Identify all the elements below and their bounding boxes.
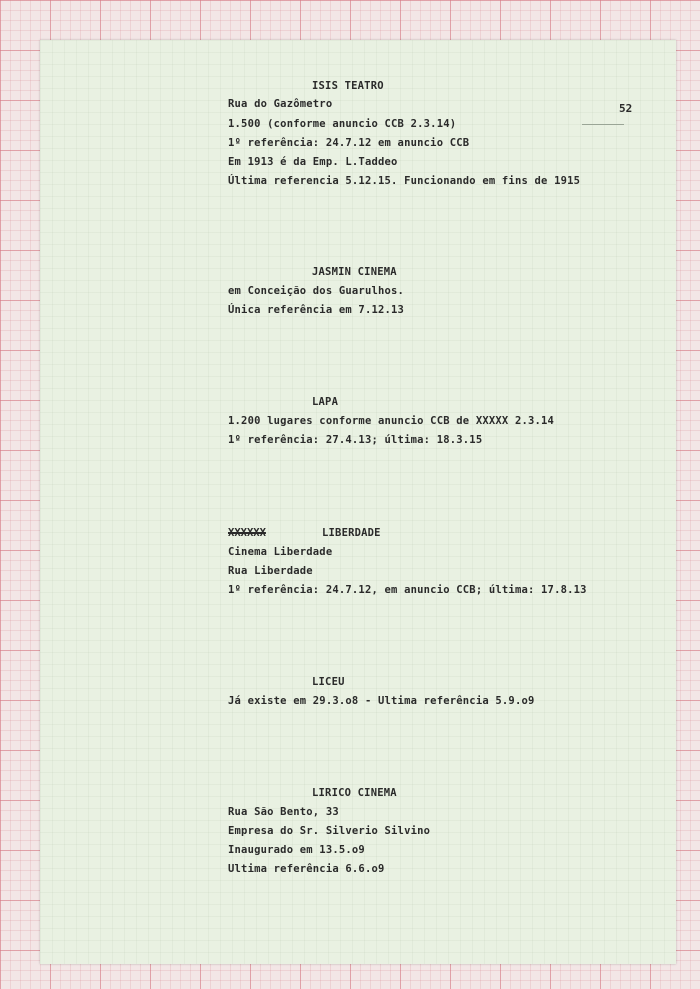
entry-line: Única referência em 7.12.13 xyxy=(228,304,405,316)
entry-line: Cinema Liberdade xyxy=(228,546,333,558)
entry-line: Em 1913 é da Emp. L.Taddeo xyxy=(228,156,398,168)
struck-out-word: XXXXXX xyxy=(228,527,266,539)
entry-line: Ultima referência 6.6.o9 xyxy=(228,863,385,875)
entry-title-isis-teatro: ISIS TEATRO xyxy=(312,80,384,92)
entry-line: 1º referência: 24.7.12 em anuncio CCB xyxy=(228,137,470,149)
entry-title-liberdade: LIBERDADE xyxy=(322,527,381,539)
entry-title-lapa: LAPA xyxy=(312,396,339,408)
entry-line: Rua do Gazômetro xyxy=(228,98,333,110)
page-number: 52 xyxy=(619,102,633,115)
entry-title-lirico-cinema: LIRICO CINEMA xyxy=(312,787,397,799)
page-number-underline xyxy=(582,124,624,125)
entry-title-jasmin-cinema: JASMIN CINEMA xyxy=(312,266,397,278)
entry-line: 1.500 (conforme anuncio CCB 2.3.14) xyxy=(228,118,457,130)
entry-line: 1.200 lugares conforme anuncio CCB de XXXXX 2.3.14 xyxy=(228,415,555,427)
typed-sheet xyxy=(40,40,676,964)
entry-title-liceu: LICEU xyxy=(312,676,345,688)
entry-line: Inaugurado em 13.5.o9 xyxy=(228,844,365,856)
entry-line: Rua Liberdade xyxy=(228,565,313,577)
entry-line: Empresa do Sr. Silverio Silvino xyxy=(228,825,431,837)
entry-line: 1º referência: 27.4.13; última: 18.3.15 xyxy=(228,434,483,446)
entry-line: Já existe em 29.3.o8 - Ultima referência 5.9.o9 xyxy=(228,695,535,707)
entry-line: Última referencia 5.12.15. Funcionando em fins de 1915 xyxy=(228,175,581,187)
entry-line: 1º referência: 24.7.12, em anuncio CCB; última: 17.8.13 xyxy=(228,584,587,596)
entry-line: em Conceição dos Guarulhos. xyxy=(228,285,405,297)
entry-line: Rua São Bento, 33 xyxy=(228,806,339,818)
